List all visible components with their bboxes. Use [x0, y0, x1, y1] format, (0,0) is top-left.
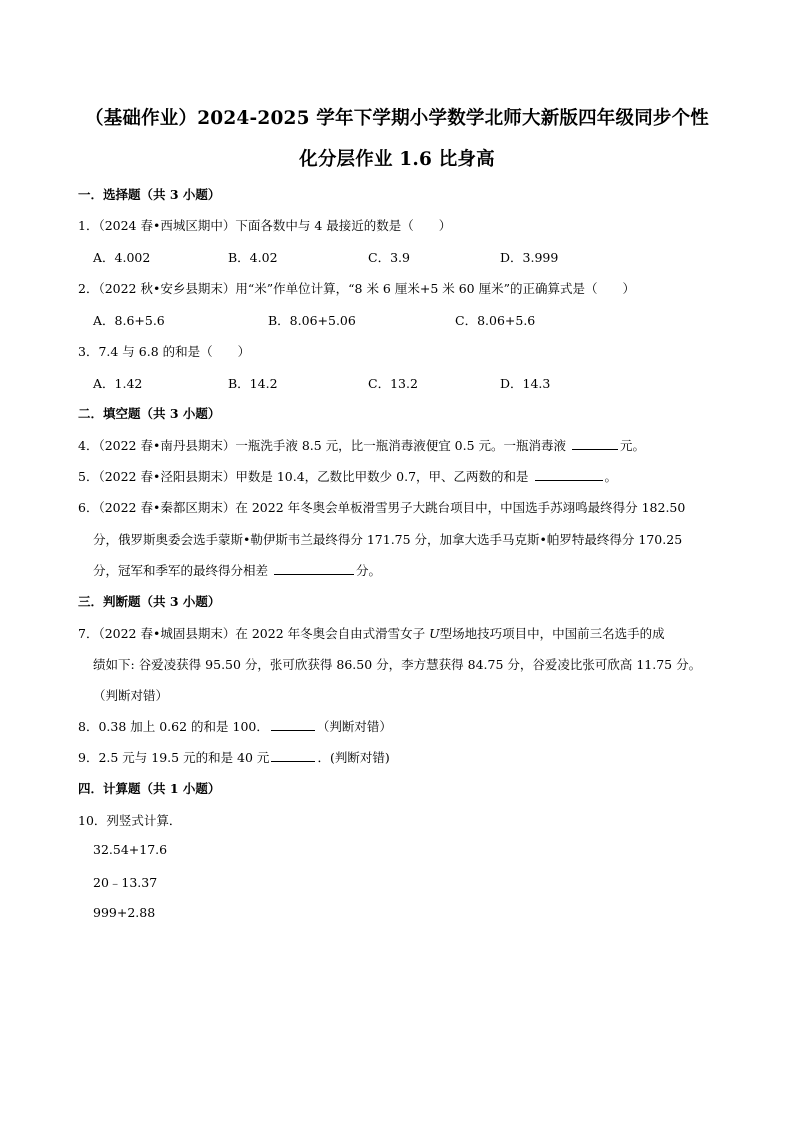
- question-9-text: 9．2.5 元与 19.5 元的和是 40 元: [78, 750, 270, 765]
- question-1-option-a: A．4.002: [93, 250, 151, 265]
- question-6-line-1: 6．（2022 春•秦都区期末）在 2022 年冬奥会单板滑雪男子大跳台项目中，中国选手苏翊鸣最终得分 182.50: [78, 500, 686, 515]
- calculation-item: 20﹣13.37: [93, 875, 158, 890]
- calculation-item: 999+2.88: [93, 905, 156, 920]
- section-heading-true-false: 三．判断题（共 3 小题）: [78, 594, 221, 609]
- question-3-option-c: C．13.2: [368, 376, 418, 391]
- question-2-option-b: B．8.06+5.06: [268, 313, 356, 328]
- question-3-stem: 3．7.4 与 6.8 的和是（ ）: [78, 344, 251, 359]
- question-5-end: 。: [604, 469, 618, 484]
- answer-blank[interactable]: [535, 468, 603, 481]
- question-1-option-d: D．3.999: [500, 250, 559, 265]
- question-8-hint: （判断对错）: [316, 719, 392, 734]
- document-title-line-1: （基础作业）2024-2025 学年下学期小学数学北师大新版四年级同步个性: [85, 108, 709, 129]
- answer-blank[interactable]: [274, 562, 354, 575]
- question-3-option-a: A．1.42: [93, 376, 143, 391]
- question-7-text: 7．（2022 春•城固县期末）在 2022 年冬奥会自由式滑雪女子: [78, 626, 430, 641]
- question-8: [78, 717, 392, 735]
- question-6-unit: 分。: [355, 563, 381, 578]
- question-2-option-a: A．8.6+5.6: [93, 313, 165, 328]
- question-6-line-2: 分，俄罗斯奥委会选手蒙斯•勒伊斯韦兰最终得分 171.75 分，加拿大选手马克斯•帕罗特最终得分 170.25: [93, 532, 683, 547]
- answer-blank[interactable]: [572, 437, 618, 450]
- section-heading-choice: 一．选择题（共 3 小题）: [78, 187, 221, 202]
- question-7-line-3: （判断对错）: [93, 688, 169, 703]
- question-9-hint: ．(判断对错): [317, 750, 390, 765]
- question-5-text: 5．（2022 春•泾阳县期末）甲数是 10.4，乙数比甲数少 0.7，甲、乙两数的和是: [78, 469, 533, 484]
- question-1-option-b: B．4.02: [228, 250, 278, 265]
- calculation-item: 32.54+17.6: [93, 842, 168, 857]
- question-6-line-3: [93, 561, 381, 579]
- question-10-stem: 10．列竖式计算．: [78, 813, 182, 828]
- question-2-option-c: C．8.06+5.6: [455, 313, 536, 328]
- question-3-option-d: D．14.3: [500, 376, 551, 391]
- document-title-line-2: 化分层作业 1.6 比身高: [299, 149, 495, 170]
- question-4: [78, 436, 645, 454]
- question-7-text-cont: 型场地技巧项目中，中国前三名选手的成: [439, 626, 665, 641]
- question-3-option-b: B．14.2: [228, 376, 278, 391]
- question-1-option-c: C．3.9: [368, 250, 410, 265]
- question-4-text: 4．（2022 春•南丹县期末）一瓶洗手液 8.5 元，比一瓶消毒液便宜 0.5 元。一瓶消毒液: [78, 438, 570, 453]
- question-2-stem: 2．（2022 秋•安乡县期末）用“米”作单位计算，“8 米 6 厘米+5 米 60 厘米”的正确算式是（ ）: [78, 281, 636, 296]
- question-5: [78, 467, 617, 485]
- answer-blank[interactable]: [271, 749, 315, 762]
- answer-blank[interactable]: [271, 718, 315, 731]
- section-heading-calculation: 四．计算题（共 1 小题）: [78, 781, 221, 796]
- section-heading-fill-blank: 二．填空题（共 3 小题）: [78, 406, 221, 421]
- question-4-unit: 元。: [620, 438, 646, 453]
- question-9: [78, 748, 390, 766]
- question-7-line-2: 绩如下: 谷爱凌获得 95.50 分，张可欣获得 86.50 分，李方慧获得 84.75 分，谷爱凌比张可欣高 11.75 分。: [93, 657, 702, 672]
- question-7-u-symbol: U: [429, 626, 440, 641]
- question-8-text: 8．0.38 加上 0.62 的和是 100．: [78, 719, 269, 734]
- question-7-line-1: [78, 624, 665, 642]
- question-6-text: 分，冠军和季军的最终得分相差: [93, 563, 272, 578]
- question-1-stem: 1．（2024 春•西城区期中）下面各数中与 4 最接近的数是（ ）: [78, 218, 452, 233]
